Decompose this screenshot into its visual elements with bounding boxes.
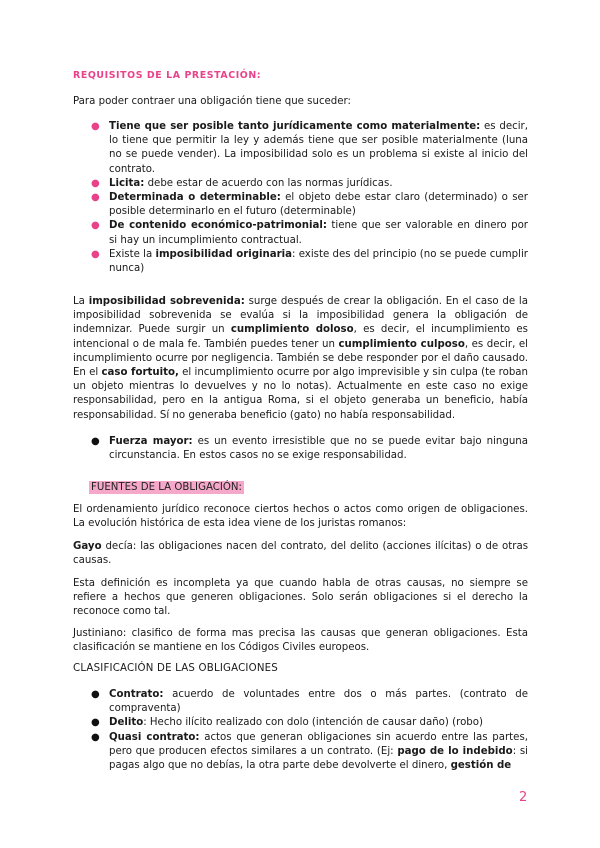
paragraph-ordenamiento: El ordenamiento jurídico reconoce ciertos hechos o actos como origen de obligaciones. La evolución histórica de esta idea viene de los juristas romanos:	[73, 504, 528, 530]
clasificacion-list	[73, 688, 528, 773]
item-term: Tiene que ser posible tanto jurídicamente como materialmente:	[109, 121, 481, 132]
item-text: actos que generan obligaciones sin acuerdo entre las partes, pero que producen efectos similares a un contrato. (Ej:	[109, 731, 528, 757]
item-term: Licita:	[109, 177, 145, 189]
page-number: 2	[519, 790, 528, 805]
item-term: imposibilidad originaria	[155, 248, 293, 260]
bullet-icon: ●	[91, 248, 100, 260]
bullet-icon: ●	[91, 192, 100, 204]
list-item	[73, 219, 528, 247]
item-text: el objeto debe estar claro (determinado) o ser posible determinarlo en el futuro (determinable)	[109, 192, 528, 218]
item-text: : Hecho ilícito realizado con dolo (intención de causar daño) (robo)	[143, 717, 483, 729]
list-item	[73, 191, 528, 219]
list-item	[73, 177, 528, 191]
paragraph-justiniano: Justiniano: clasifico de forma mas precisa las causas que generan obligaciones. Esta clasificación se mantiene en los Códigos Civiles europeos.	[73, 628, 528, 654]
item-text: : existe des del principio (no se puede cumplir nunca)	[109, 248, 528, 275]
item-text: es un evento irresistible que no se puede evitar bajo ninguna circunstancia. En estos casos no se exige responsabilidad.	[109, 436, 529, 462]
heading-clasificacion: CLASIFICACIÓN DE LAS OBLIGACIONES	[73, 663, 278, 674]
bullet-icon: ●	[91, 177, 100, 189]
paragraph-gayo: Gayo decía: las obligaciones nacen del contrato, del delito (acciones ilícitas) o de otras causas.	[73, 541, 528, 567]
bullet-icon: ●	[91, 436, 100, 447]
intro-paragraph: Para poder contraer una obligación tiene que suceder:	[73, 96, 351, 107]
bullet-icon: ●	[91, 689, 100, 700]
bullet-icon: ●	[91, 220, 100, 232]
list-item	[73, 688, 528, 716]
item-text: es decir, lo tiene que permitir la ley y además tiene que ser posible materialmente (luna no se puede vender). La imposibilidad solo es un problema si existe al inicio del contrato.	[109, 121, 528, 175]
item-term: Quasi contrato:	[109, 731, 200, 743]
item-term: Fuerza mayor:	[109, 436, 193, 447]
bullet-icon: ●	[91, 717, 100, 729]
item-prefix: Existe la	[109, 248, 156, 260]
item-text: acuerdo de voluntades entre dos o más partes. (contrato de compraventa)	[109, 689, 528, 715]
item-term: Delito	[109, 717, 144, 729]
paragraph-definicion: Esta definición es incompleta ya que cuando habla de otras causas, no siempre se refiere a hechos que generen obligaciones. Solo serán obligaciones si el derecho la reconoce como tal.	[73, 578, 528, 618]
item-term: Determinada o determinable:	[109, 192, 281, 204]
list-item	[73, 248, 528, 276]
item-term: Contrato:	[109, 689, 164, 700]
bullet-icon: ●	[91, 121, 100, 132]
heading-fuentes: FUENTES DE LA OBLIGACIÓN:	[91, 482, 242, 493]
heading-requisitos: REQUISITOS DE LA PRESTACIÓN:	[73, 70, 262, 81]
requisitos-list	[73, 120, 528, 276]
fuerza-list	[73, 435, 528, 463]
list-item	[73, 120, 528, 177]
item-text: tiene que ser valorable en dinero por si hay un incumplimiento contractual.	[109, 220, 528, 246]
item-term: De contenido económico-patrimonial:	[109, 220, 327, 232]
list-item	[73, 716, 528, 730]
item-text: debe estar de acuerdo con las normas jurídicas.	[144, 177, 393, 189]
list-item: ● Quasi contrato: actos que generan obligaciones sin acuerdo entre las partes, pero que producen efectos similares a un contrato. (Ej: pago de lo indebido: si pagas algo que no debías, la otra parte debe devolverte el dinero, gestión de	[91, 731, 529, 772]
list-item	[73, 435, 528, 463]
bullet-icon: ●	[91, 731, 100, 743]
imposibilidad-paragraph: La imposibilidad sobrevenida: surge después de crear la obligación. En el caso de la imposibilidad sobrevenida se evalúa si la imposibilidad genera la obligación de indemnizar. Puede surgir un cumplimiento doloso, es decir, el incumplimiento es intencional o de mala fe. También puedes tener un cumplimiento culposo, es decir, el incumplimiento ocurre por negligencia. También se debe responder por el daño causado. En el caso fortuito, el incumplimiento ocurre por algo imprevisible y sin culpa (te roban un objeto mientras lo devuelves y no lo notas). Actualmente en este caso no exige responsabilidad, pero en la antigua Roma, si el objeto generaba un beneficio, había responsabilidad. Sí no generaba beneficio (gato) no había responsabilidad.	[73, 296, 528, 421]
